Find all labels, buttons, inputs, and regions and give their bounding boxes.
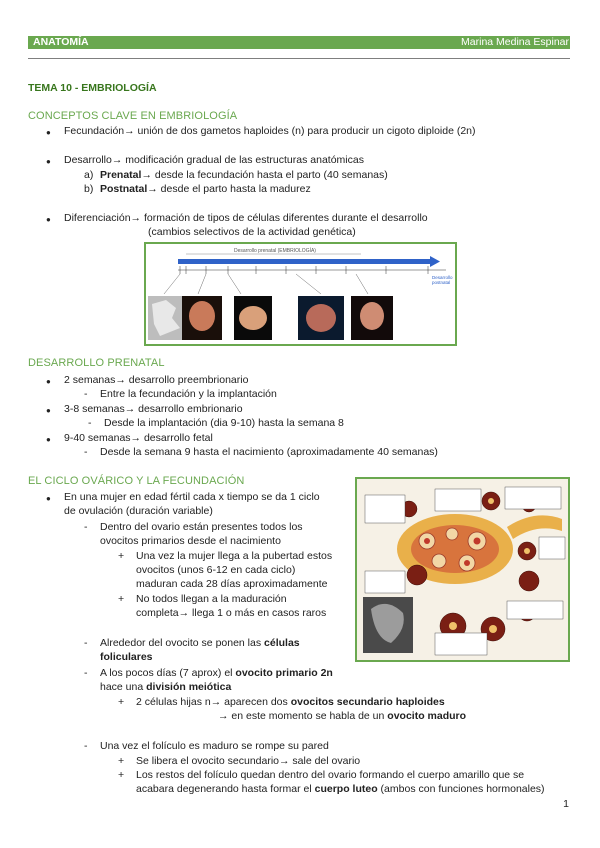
text-celulas-pre: Alrededor del ovocito se ponen las xyxy=(100,637,265,649)
text-pubertad-1: Una vez la mujer llega a la pubertad estos xyxy=(136,550,333,562)
list-dash: - xyxy=(84,667,88,679)
timeline-side-label-1: Desarrollo xyxy=(432,275,453,280)
term-foliculares: foliculares xyxy=(100,651,153,663)
list-dash: - xyxy=(84,446,88,458)
list-marker: a) xyxy=(84,169,94,181)
bullet-dot: ● xyxy=(46,157,51,166)
timeline-bar xyxy=(178,259,430,264)
list-plus: + xyxy=(118,696,125,708)
text-division-pre: hace una xyxy=(100,681,147,693)
list-dash: - xyxy=(84,637,88,649)
text-pubertad-2: ovocitos (unos 6-12 en cada ciclo) xyxy=(136,564,296,576)
text-celulas-foliculares xyxy=(100,637,300,650)
text-ovocito-pre: A los pocos días (7 aprox) el xyxy=(100,667,236,679)
text-libera-ovocito: Se libera el ovocito secundario→ sale del ovario xyxy=(136,755,361,767)
text-postnatal-rest: → desde el parto hasta la madurez xyxy=(147,183,311,195)
figure-prenatal-timeline xyxy=(144,242,457,346)
text-maduracion-2: completa→ llega 1 o más en casos raros xyxy=(136,607,327,619)
timeline-side-label-2: postnatal xyxy=(432,280,451,285)
text-luteo-post: (ambos con funciones hormonales) xyxy=(377,783,545,795)
text-luteo-pre: acabara degenerando hasta formar el xyxy=(136,783,315,795)
text-preembrionario: 2 semanas→ desarrollo preembrionario xyxy=(64,374,249,386)
text-ovario-2: ovocitos primarios desde el nacimiento xyxy=(100,535,281,547)
page-title: TEMA 10 - EMBRIOLOGÍA xyxy=(28,82,157,94)
section-heading-desarrollo-prenatal: DESARROLLO PRENATAL xyxy=(28,357,165,369)
text-hijas-pre: 2 células hijas n→ aparecen dos xyxy=(136,696,291,708)
text-ovario-1: Dentro del ovario están presentes todos los xyxy=(100,521,303,533)
bullet-dot: ● xyxy=(46,435,51,444)
header-divider xyxy=(28,58,570,60)
list-plus: + xyxy=(118,593,125,605)
text-fetal: 9-40 semanas→ desarrollo fetal xyxy=(64,432,213,444)
list-plus: + xyxy=(118,755,125,767)
text-maduracion-1: No todos llegan a la maduración xyxy=(136,593,287,605)
text-ovocito-maduro xyxy=(218,710,466,723)
term-celulas: células xyxy=(264,637,300,649)
text-prenatal-rest: → desde la fecundación hasta el parto (40 semanas) xyxy=(141,169,388,181)
text-embrionario: 3-8 semanas→ desarrollo embrionario xyxy=(64,403,243,415)
section-heading-ciclo-ovarico: EL CICLO OVÁRICO Y LA FECUNDACIÓN xyxy=(28,475,245,487)
ovarian-cycle-illustration xyxy=(357,479,568,660)
timeline-illustration xyxy=(146,244,455,344)
term-ovocito-primario: ovocito primario 2n xyxy=(235,667,333,679)
term-ovocitos-secundarios: ovocitos secundario haploides xyxy=(290,696,445,708)
bullet-dot: ● xyxy=(46,128,51,137)
term-cuerpo-luteo: cuerpo luteo xyxy=(314,783,378,795)
timeline-top-label: Desarrollo prenatal (EMBRIOLOGÍA) xyxy=(234,248,316,254)
text-embrionario-sub: Desde la implantación (dia 9-10) hasta la semana 8 xyxy=(104,417,344,429)
term-division-meiotica: división meiótica xyxy=(146,681,232,693)
text-ciclo-2: de ovulación (duración variable) xyxy=(64,505,213,517)
text-fetal-sub: Desde la semana 9 hasta el nacimiento (aproximadamente 40 semanas) xyxy=(100,446,438,458)
bullet-dot: ● xyxy=(46,377,51,386)
list-marker: b) xyxy=(84,183,94,195)
text-cuerpo-amarillo: Los restos del folículo quedan dentro del ovario formando el cuerpo amarillo que se xyxy=(136,769,525,781)
bullet-dot: ● xyxy=(46,494,51,503)
text-diferenciacion-cont: (cambios selectivos de la actividad genética) xyxy=(148,226,356,238)
text-prenatal xyxy=(100,169,388,182)
bullet-dot: ● xyxy=(46,406,51,415)
text-ciclo-1: En una mujer en edad fértil cada x tiempo se da 1 ciclo xyxy=(64,491,320,503)
list-plus: + xyxy=(118,550,125,562)
text-diferenciacion: Diferenciación→ formación de tipos de células diferentes durante el desarrollo xyxy=(64,212,428,224)
text-desarrollo: Desarrollo→ modificación gradual de las estructuras anatómicas xyxy=(64,154,364,166)
text-preembrionario-sub: Entre la fecundación y la implantación xyxy=(100,388,277,400)
list-dash: - xyxy=(84,740,88,752)
text-ovocito-primario xyxy=(100,667,333,680)
term-postnatal: Postnatal xyxy=(100,183,148,195)
list-dash: - xyxy=(84,521,88,533)
list-plus: + xyxy=(118,769,125,781)
term-prenatal: Prenatal xyxy=(100,169,142,181)
section-heading-conceptos: CONCEPTOS CLAVE EN EMBRIOLOGÍA xyxy=(28,110,238,122)
page-number: 1 xyxy=(563,798,569,810)
text-pubertad-3: maduran cada 28 días aproximadamente xyxy=(136,578,328,590)
text-postnatal xyxy=(100,183,311,196)
list-dash: - xyxy=(84,388,88,400)
figure-ovarian-cycle xyxy=(355,477,570,662)
header-author: Marina Medina Espinar xyxy=(461,36,569,48)
list-dash: - xyxy=(88,417,92,429)
bullet-dot: ● xyxy=(46,215,51,224)
header-subject: ANATOMÍA xyxy=(33,36,89,48)
text-celulas-hijas xyxy=(136,696,445,709)
text-fecundacion: Fecundación→ unión de dos gametos haploides (n) para producir un cigoto diploide (2n) xyxy=(64,125,476,137)
term-ovocito-maduro: ovocito maduro xyxy=(387,710,467,722)
text-foliculo-roto: Una vez el folículo es maduro se rompe su pared xyxy=(100,740,329,752)
text-division-meiotica xyxy=(100,681,231,694)
text-maduro-pre: → en este momento se habla de un xyxy=(218,710,388,722)
text-cuerpo-luteo xyxy=(136,783,545,796)
